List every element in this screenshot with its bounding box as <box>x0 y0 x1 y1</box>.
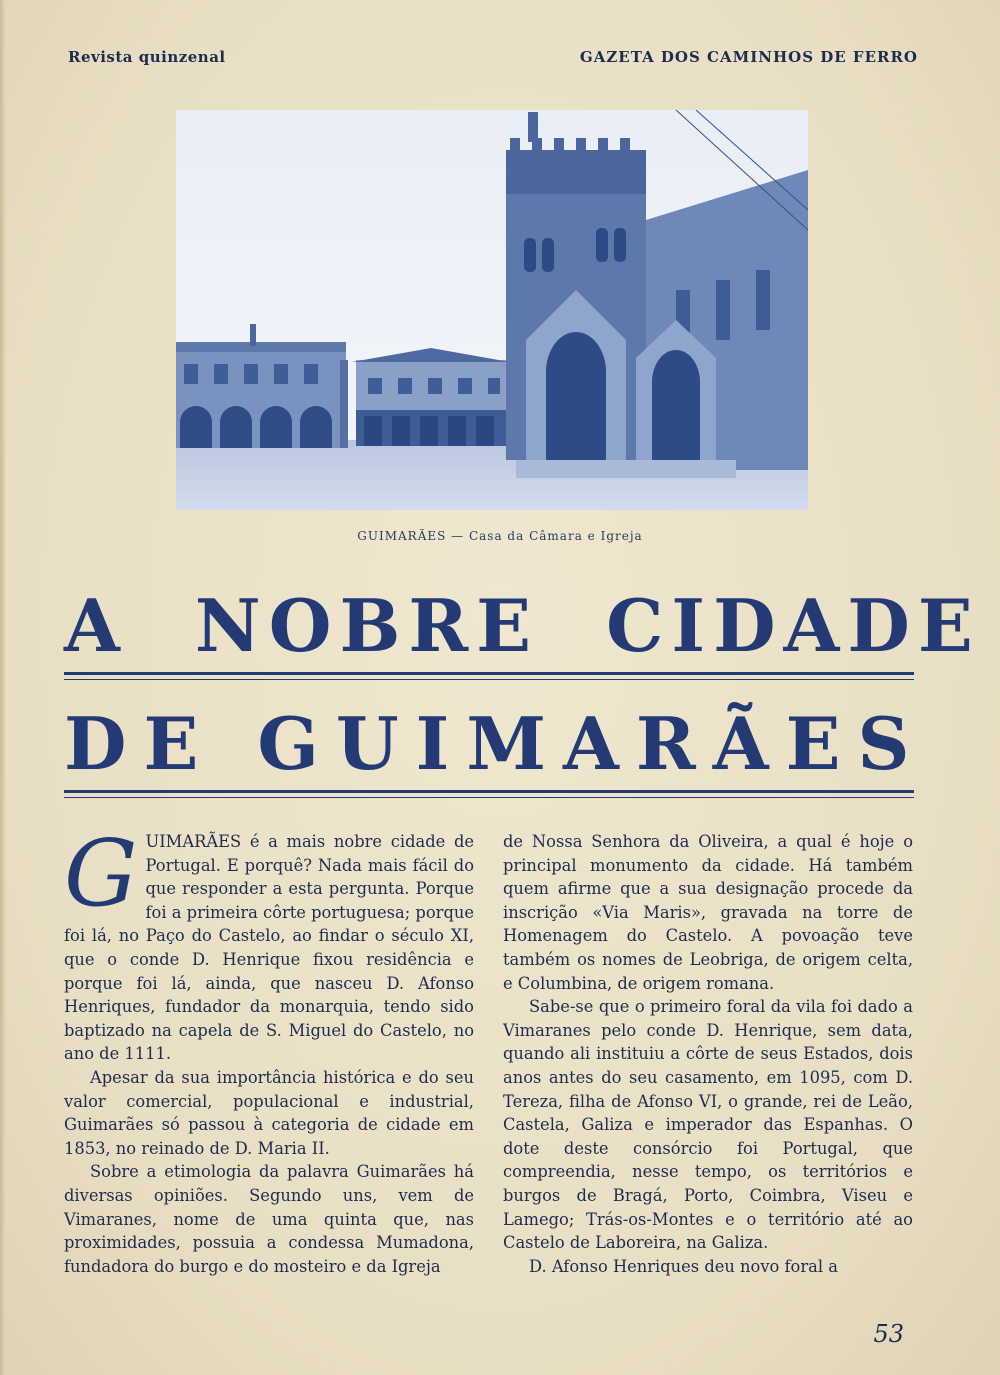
photo-guimaraes-square <box>176 110 808 510</box>
article-paragraph: UIMARÃES é a mais nobre cidade de Portugal. E porquê? Nada mais fácil do que responder a esta pergunta. Porque foi a primeira côrte portuguesa; porque foi lá, no Paço do Castelo, ao findar o século XI, que o conde D. Henrique fixou residência e porque foi lá, ainda, que nasceu D. Afonso Henriques, fundador da monarquia, tendo sido baptizado na capela de S. Miguel do Castelo, no ano de 1111. <box>64 832 474 1064</box>
article-paragraph: Sabe-se que o primeiro foral da vila foi dado a Vimaranes pelo conde D. Henrique, sem data, quando ali instituiu a côrte de seus Estados, dois anos antes do seu casamento, em 1095, com D. Tereza, filha de Afonso VI, o grande, rei de Leão, Castela, Galiza e imperador das Espanhas. O dote deste consórcio foi Portugal, que compreendia, nesse tempo, os territórios e burgos de Bragá, Porto, Coimbra, Viseu e Lamego; Trás-os-Montes e o território até ao Castelo de Laboreira, na Galiza. <box>503 997 913 1253</box>
title-rule-thin <box>64 679 914 680</box>
title-line-1: A NOBRE CIDADE <box>64 583 981 668</box>
header-right: GAZETA DOS CAMINHOS DE FERRO <box>579 48 918 66</box>
title-rule-thick <box>64 672 914 675</box>
article-paragraph: D. Afonso Henriques deu novo foral a <box>529 1256 838 1276</box>
article-column-left <box>64 820 474 1278</box>
article-paragraph: Sobre a etimologia da palavra Guimarães há diversas opiniões. Segundo uns, vem de Vimaranes, nome de uma quinta que, nas proximidades, possuia a condessa Mumadona, fundadora do burgo e do mosteiro e da Igreja <box>64 1162 474 1276</box>
header-left: Revista quinzenal <box>68 48 226 66</box>
title-rule-thin-2 <box>64 797 914 798</box>
page-number: 53 <box>873 1320 904 1348</box>
article-column-right <box>503 830 913 1278</box>
page-edge <box>0 0 6 1375</box>
article-paragraph: de Nossa Senhora da Oliveira, a qual é hoje o principal monumento da cidade. Há também quem afirme que a sua designação procede da inscrição «Via Maris», gravada na torre de Homenagem do Castelo. A povoação teve também os nomes de Leobriga, de origem celta, e Columbina, de origem romana. <box>503 832 913 993</box>
drop-cap: G <box>64 820 138 927</box>
photo-caption: GUIMARÃES — Casa da Câmara e Igreja <box>357 529 643 543</box>
title-rule-thick-2 <box>64 790 914 793</box>
title-line-2: DE GUIMARÃES <box>64 701 927 786</box>
article-paragraph: Apesar da sua importância histórica e do seu valor comercial, populacional e industrial, Guimarães só passou à categoria de cidade em 1853, no reinado de D. Maria II. <box>64 1067 474 1158</box>
